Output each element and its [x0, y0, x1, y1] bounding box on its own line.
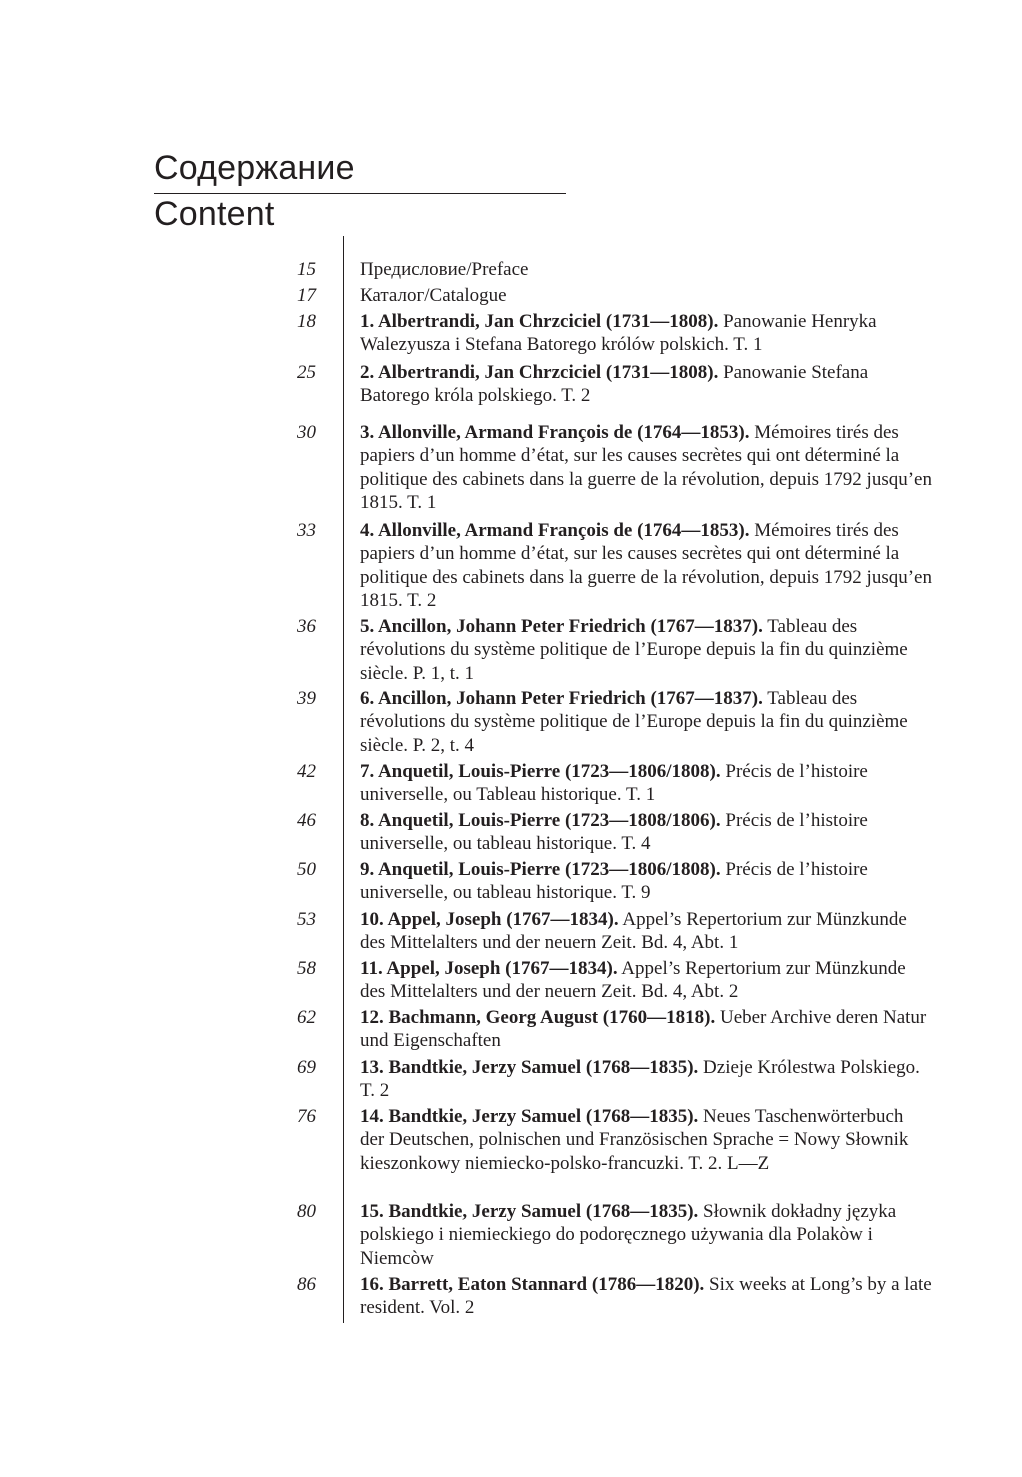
toc-page-number: 80	[297, 1201, 316, 1222]
toc-entry-text	[360, 858, 932, 905]
toc-entry-text	[360, 421, 932, 514]
column-rule	[343, 236, 344, 1323]
toc-entry-author: 11. Appel, Joseph (1767—1834).	[360, 958, 618, 979]
toc-entry-title: Dzieje Królestwa Polskiego. T. 2	[360, 1057, 920, 1102]
toc-entry-author: 1. Albertrandi, Jan Chrzciciel (1731—1808).	[360, 311, 719, 332]
toc-entry-text	[360, 1006, 932, 1053]
toc-page-number: 50	[297, 859, 316, 880]
toc-entry-title: Appel’s Repertorium zur Münzkunde des Mittelalters und der neuern Zeit. Bd. 4, Abt. 2	[360, 958, 906, 1003]
toc-entry-text	[360, 1200, 932, 1270]
toc-entry-text	[360, 1273, 932, 1320]
toc-page-number: 25	[297, 362, 316, 383]
toc-entry-author: 14. Bandtkie, Jerzy Samuel (1768—1835).	[360, 1106, 699, 1127]
toc-entry-title: Panowanie Stefana Batorego króla polskiego. T. 2	[360, 362, 869, 407]
toc-entry-title: Tableau des révolutions du système politique de l’Europe depuis la fin du quinzième siècle. P. 1, t. 1	[360, 616, 908, 684]
toc-entry-text	[360, 615, 932, 685]
toc-entry-author: 16. Barrett, Eaton Stannard (1786—1820).	[360, 1274, 705, 1295]
toc-entry-author: 12. Bachmann, Georg August (1760—1818).	[360, 1007, 716, 1028]
toc-entry-title: Ueber Archive deren Natur und Eigenschaften	[360, 1007, 927, 1052]
toc-page-number: 58	[297, 958, 316, 979]
page-title-ru: Содержание	[154, 149, 355, 187]
toc-entry-text	[360, 809, 932, 856]
toc-entry-title: Appel’s Repertorium zur Münzkunde des Mittelalters und der neuern Zeit. Bd. 4, Abt. 1	[360, 909, 907, 954]
toc-page-number: 86	[297, 1274, 316, 1295]
toc-page-number: 33	[297, 520, 316, 541]
toc-page-number: 62	[297, 1007, 316, 1028]
toc-entry-title: Mémoires tirés des papiers d’un homme d’état, sur les causes secrètes qui ont déterminé la politique des cabinets dans la guerre de la révolution, depuis 1792 jusqu’en 1815. T. 2	[360, 520, 932, 611]
page-title-en: Content	[154, 195, 275, 233]
toc-entry-author: 6. Ancillon, Johann Peter Friedrich (1767—1837).	[360, 688, 763, 709]
title-divider	[154, 193, 566, 194]
toc-entry-title: Six weeks at Long’s by a late resident. Vol. 2	[360, 1274, 932, 1319]
toc-entry-title: Słownik dokładny języka polskiego i niemieckiego do podoręcznego używania dla Polakòw i Niemcòw	[360, 1201, 897, 1269]
toc-entry-author: 3. Allonville, Armand François de (1764—1853).	[360, 422, 750, 443]
toc-entry-author: 10. Appel, Joseph (1767—1834).	[360, 909, 619, 930]
toc-entry-author: 9. Anquetil, Louis-Pierre (1723—1806/1808).	[360, 859, 721, 880]
toc-entry-text	[360, 687, 932, 757]
toc-page-number: 42	[297, 761, 316, 782]
toc-entry-title: Tableau des révolutions du système politique de l’Europe depuis la fin du quinzième siècle. P. 2, t. 4	[360, 688, 908, 756]
toc-entry-author: 13. Bandtkie, Jerzy Samuel (1768—1835).	[360, 1057, 699, 1078]
toc-entry-title: Panowanie Henryka Walezyusza i Stefana Batorego królów polskich. T. 1	[360, 311, 877, 356]
toc-entry-text	[360, 310, 932, 357]
toc-entry-text	[360, 957, 932, 1004]
toc-page-number: 53	[297, 909, 316, 930]
toc-entry-title: Mémoires tirés des papiers d’un homme d’état, sur les causes secrètes qui ont déterminé la politique des cabinets dans la guerre de la révolution, depuis 1792 jusqu’en 1815. T. 1	[360, 422, 932, 513]
toc-entry-title: Каталог/Catalogue	[360, 285, 507, 306]
toc-page-number: 18	[297, 311, 316, 332]
toc-entry-text	[360, 284, 932, 307]
toc-entry-author: 5. Ancillon, Johann Peter Friedrich (1767—1837).	[360, 616, 763, 637]
toc-entry-title: Précis de l’histoire universelle, ou Tableau historique. T. 1	[360, 761, 868, 806]
toc-entry-text	[360, 1056, 932, 1103]
toc-entry-title: Neues Taschenwörterbuch der Deutschen, polnischen und Französischen Sprache = Nowy Słownik kieszonkowy niemiecko-polsko-francuzki. T. 2. L—Z	[360, 1106, 909, 1174]
toc-entry-title: Précis de l’histoire universelle, ou tableau historique. T. 4	[360, 810, 868, 855]
toc-page-number: 69	[297, 1057, 316, 1078]
toc-page-number: 76	[297, 1106, 316, 1127]
toc-entry-title: Предисловие/Preface	[360, 259, 529, 280]
toc-page-number: 17	[297, 285, 316, 306]
toc-entry-author: 4. Allonville, Armand François de (1764—1853).	[360, 520, 750, 541]
toc-entry-title: Précis de l’histoire universelle, ou tableau historique. T. 9	[360, 859, 868, 904]
toc-entry-text	[360, 1105, 932, 1175]
toc-page-number: 39	[297, 688, 316, 709]
toc-entry-author: 8. Anquetil, Louis-Pierre (1723—1808/1806).	[360, 810, 721, 831]
toc-entry-author: 7. Anquetil, Louis-Pierre (1723—1806/1808).	[360, 761, 721, 782]
toc-entry-author: 15. Bandtkie, Jerzy Samuel (1768—1835).	[360, 1201, 699, 1222]
toc-entry-text	[360, 361, 932, 408]
toc-page-number: 30	[297, 422, 316, 443]
toc-entry-author: 2. Albertrandi, Jan Chrzciciel (1731—1808).	[360, 362, 719, 383]
toc-page-number: 46	[297, 810, 316, 831]
toc-entry-text	[360, 258, 932, 281]
toc-page-number: 36	[297, 616, 316, 637]
toc-entry-text	[360, 519, 932, 612]
toc-entry-text	[360, 908, 932, 955]
toc-entry-text	[360, 760, 932, 807]
toc-page-number: 15	[297, 259, 316, 280]
